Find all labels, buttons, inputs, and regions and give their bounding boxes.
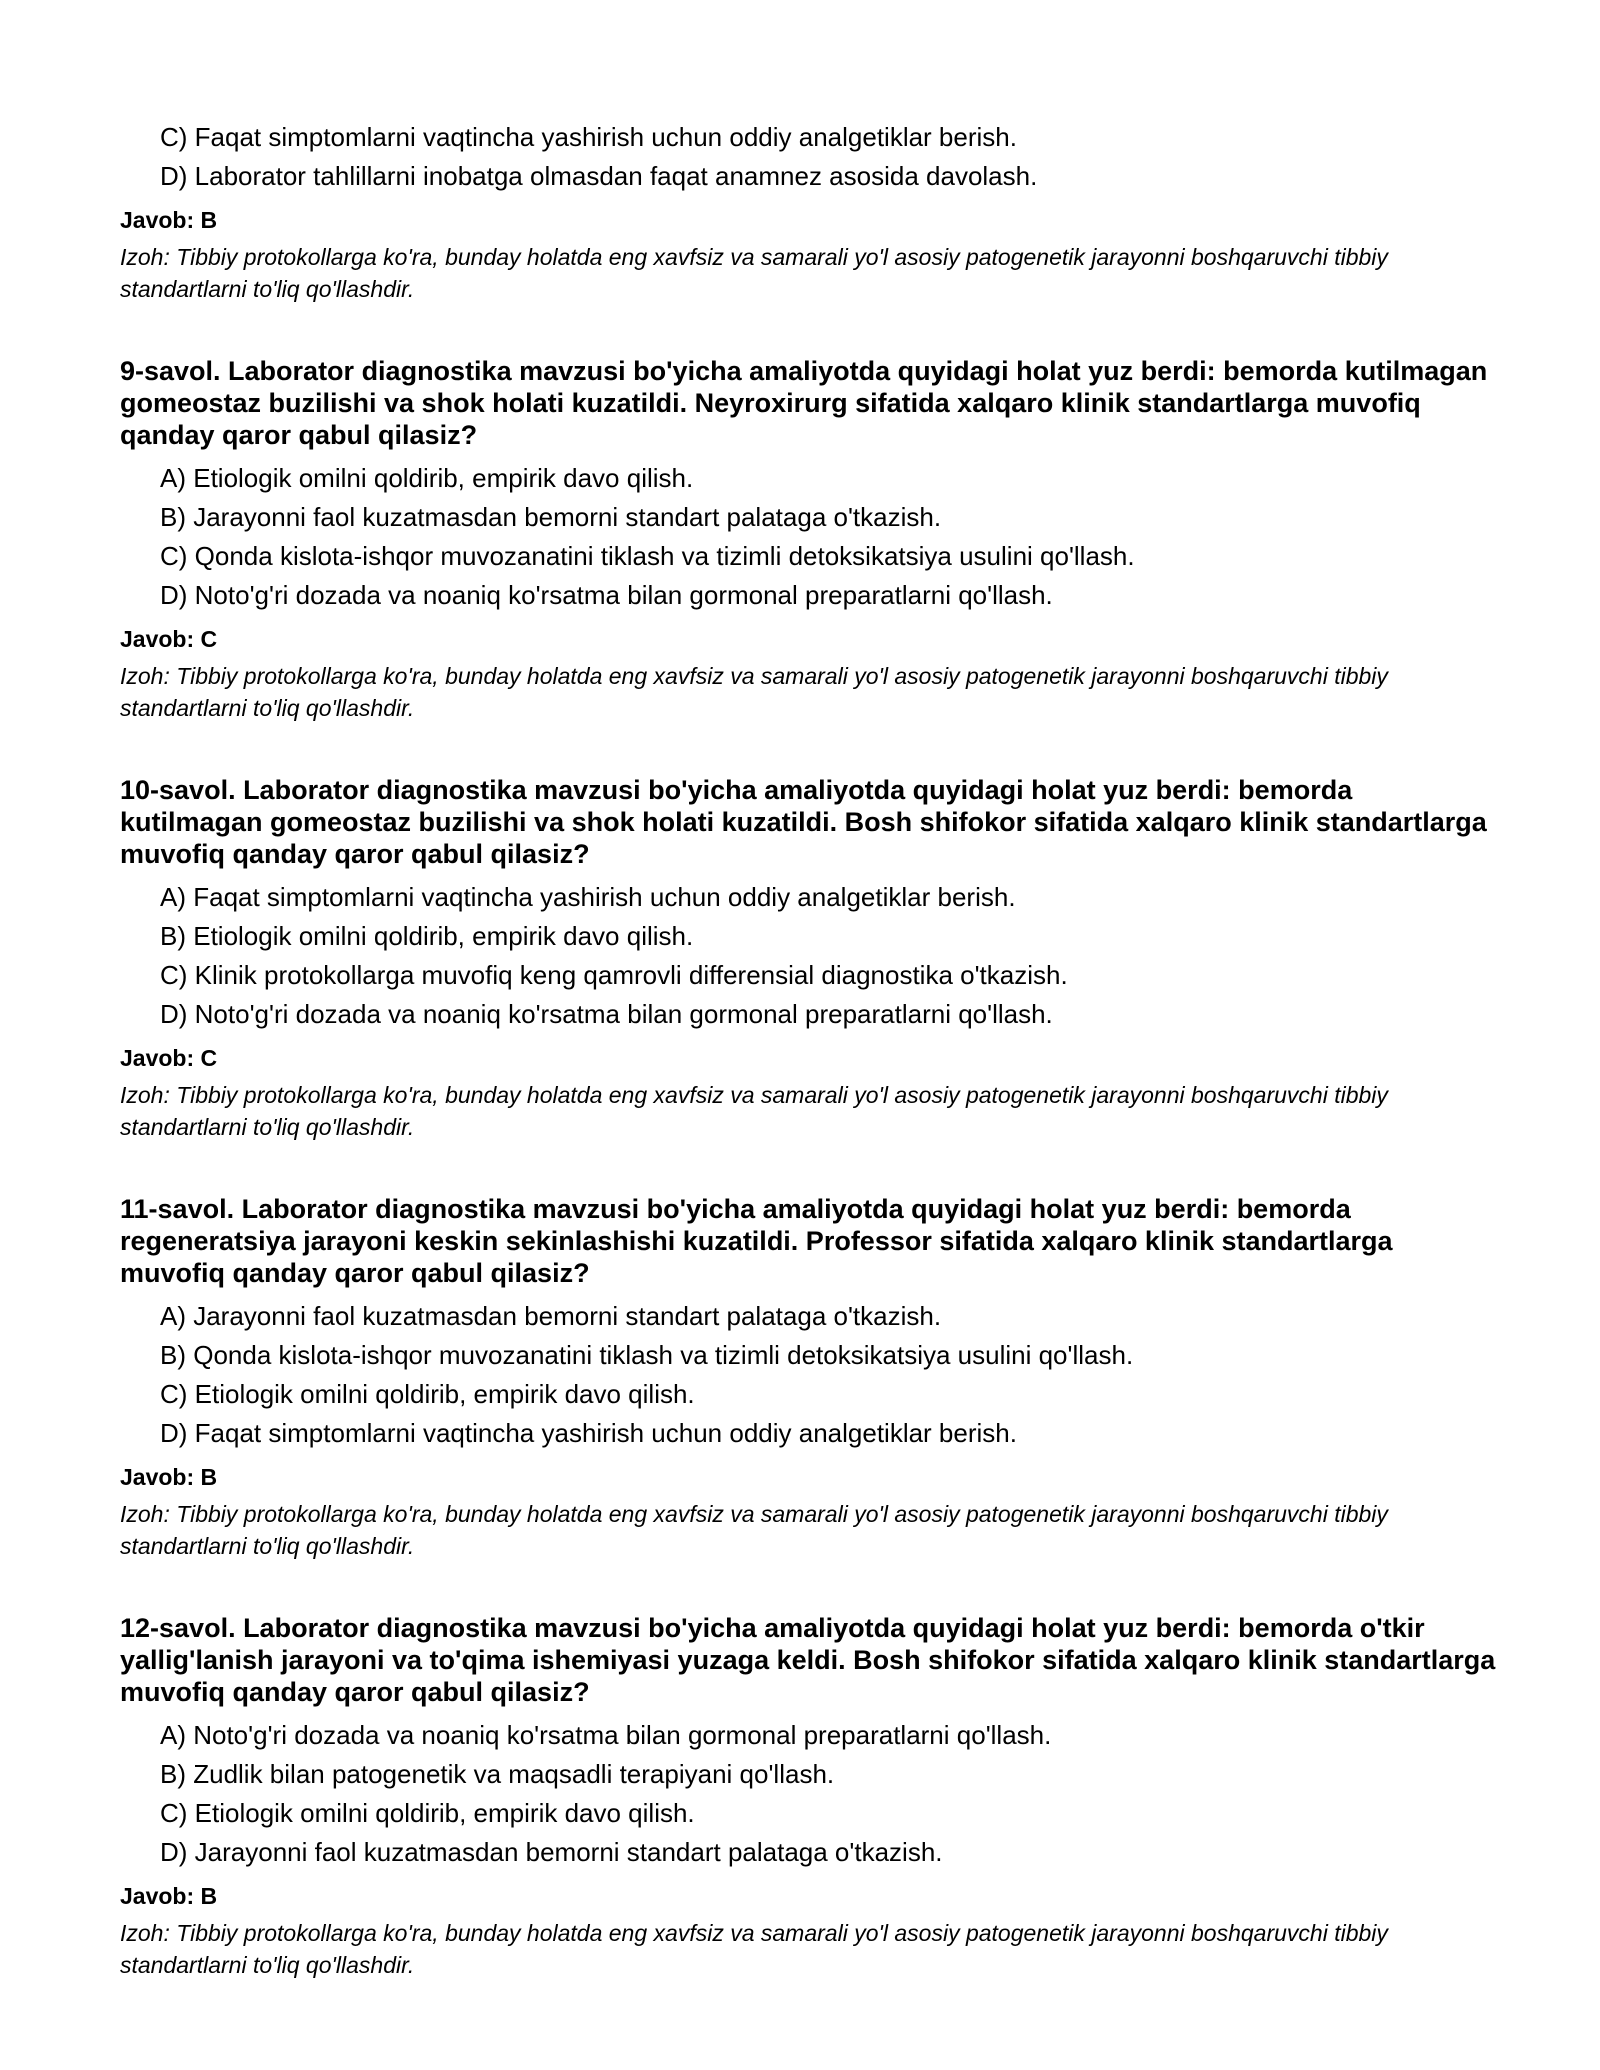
question-text: 11-savol. Laborator diagnostika mavzusi bo'yicha amaliyotda quyidagi holat yuz berdi: bemorda regeneratsiya jarayoni keskin sekinlashishi kuzatildi. Professor sifatida xalqaro klinik standartlarga muvofiq qanday qaror qabul qilasiz?	[120, 1194, 1393, 1288]
answer-label: Javob: B	[120, 1464, 218, 1490]
option-c: C) Qonda kislota-ishqor muvozanatini tiklash va tizimli detoksikatsiya usulini qo'llash.	[160, 541, 1135, 571]
options-list	[120, 1716, 1500, 1872]
option-a: A) Noto'g'ri dozada va noaniq ko'rsatma bilan gormonal preparatlarni qo'llash.	[160, 1720, 1052, 1750]
question-block-10	[120, 774, 1500, 1143]
option-a: A) Faqat simptomlarni vaqtincha yashirish uchun oddiy analgetiklar berish.	[160, 882, 1016, 912]
question-block-11	[120, 1193, 1500, 1562]
option-c: C) Etiologik omilni qoldirib, empirik davo qilish.	[160, 1798, 695, 1828]
option-a: A) Jarayonni faol kuzatmasdan bemorni standart palataga o'tkazish.	[160, 1301, 942, 1331]
option-c: C) Klinik protokollarga muvofiq keng qamrovli differensial diagnostika o'tkazish.	[160, 960, 1068, 990]
explanation-note: Izoh: Tibbiy protokollarga ko'ra, bunday holatda eng xavfsiz va samarali yo'l asosiy patogenetik jarayonni boshqaruvchi tibbiy standartlarni to'liq qo'llashdir.	[120, 663, 1388, 721]
option-d: D) Faqat simptomlarni vaqtincha yashirish uchun oddiy analgetiklar berish.	[160, 1418, 1017, 1448]
document-page	[120, 118, 1500, 1981]
explanation-note: Izoh: Tibbiy protokollarga ko'ra, bunday holatda eng xavfsiz va samarali yo'l asosiy patogenetik jarayonni boshqaruvchi tibbiy standartlarni to'liq qo'llashdir.	[120, 1920, 1388, 1978]
option-c: C) Faqat simptomlarni vaqtincha yashirish uchun oddiy analgetiklar berish.	[160, 122, 1017, 152]
explanation-note: Izoh: Tibbiy protokollarga ko'ra, bunday holatda eng xavfsiz va samarali yo'l asosiy patogenetik jarayonni boshqaruvchi tibbiy standartlarni to'liq qo'llashdir.	[120, 244, 1388, 302]
question-text: 9-savol. Laborator diagnostika mavzusi bo'yicha amaliyotda quyidagi holat yuz berdi: bemorda kutilmagan gomeostaz buzilishi va shok holati kuzatildi. Neyroxirurg sifatida xalqaro klinik standartlarga muvofiq qanday qaror qabul qilasiz?	[120, 356, 1488, 450]
option-b: B) Zudlik bilan patogenetik va maqsadli terapiyani qo'llash.	[160, 1759, 835, 1789]
option-a: A) Etiologik omilni qoldirib, empirik davo qilish.	[160, 463, 694, 493]
explanation-note: Izoh: Tibbiy protokollarga ko'ra, bunday holatda eng xavfsiz va samarali yo'l asosiy patogenetik jarayonni boshqaruvchi tibbiy standartlarni to'liq qo'llashdir.	[120, 1501, 1388, 1559]
option-d: D) Noto'g'ri dozada va noaniq ko'rsatma bilan gormonal preparatlarni qo'llash.	[160, 580, 1053, 610]
answer-label: Javob: C	[120, 1045, 218, 1071]
option-d: D) Jarayonni faol kuzatmasdan bemorni standart palataga o'tkazish.	[160, 1837, 943, 1867]
options-list	[120, 1297, 1500, 1453]
options-list	[120, 878, 1500, 1034]
question-block-12	[120, 1612, 1500, 1981]
option-c: C) Etiologik omilni qoldirib, empirik davo qilish.	[160, 1379, 695, 1409]
options-list	[120, 459, 1500, 615]
question-block-9	[120, 355, 1500, 724]
question-text: 10-savol. Laborator diagnostika mavzusi bo'yicha amaliyotda quyidagi holat yuz berdi: bemorda kutilmagan gomeostaz buzilishi va shok holati kuzatildi. Bosh shifokor sifatida xalqaro klinik standartlarga muvofiq qanday qaror qabul qilasiz?	[120, 775, 1487, 869]
option-b: B) Qonda kislota-ishqor muvozanatini tiklash va tizimli detoksikatsiya usulini qo'llash.	[160, 1340, 1134, 1370]
option-b: B) Etiologik omilni qoldirib, empirik davo qilish.	[160, 921, 694, 951]
question-block-continued	[120, 118, 1500, 305]
explanation-note: Izoh: Tibbiy protokollarga ko'ra, bunday holatda eng xavfsiz va samarali yo'l asosiy patogenetik jarayonni boshqaruvchi tibbiy standartlarni to'liq qo'llashdir.	[120, 1082, 1388, 1140]
option-d: D) Laborator tahlillarni inobatga olmasdan faqat anamnez asosida davolash.	[160, 161, 1038, 191]
option-d: D) Noto'g'ri dozada va noaniq ko'rsatma bilan gormonal preparatlarni qo'llash.	[160, 999, 1053, 1029]
question-text: 12-savol. Laborator diagnostika mavzusi bo'yicha amaliyotda quyidagi holat yuz berdi: bemorda o'tkir yallig'lanish jarayoni va to'qima ishemiyasi yuzaga keldi. Bosh shifokor sifatida xalqaro klinik standartlarga muvofiq qanday qaror qabul qilasiz?	[120, 1613, 1496, 1707]
answer-label: Javob: B	[120, 207, 218, 233]
options-list	[120, 118, 1500, 196]
answer-label: Javob: C	[120, 626, 218, 652]
answer-label: Javob: B	[120, 1883, 218, 1909]
option-b: B) Jarayonni faol kuzatmasdan bemorni standart palataga o'tkazish.	[160, 502, 942, 532]
